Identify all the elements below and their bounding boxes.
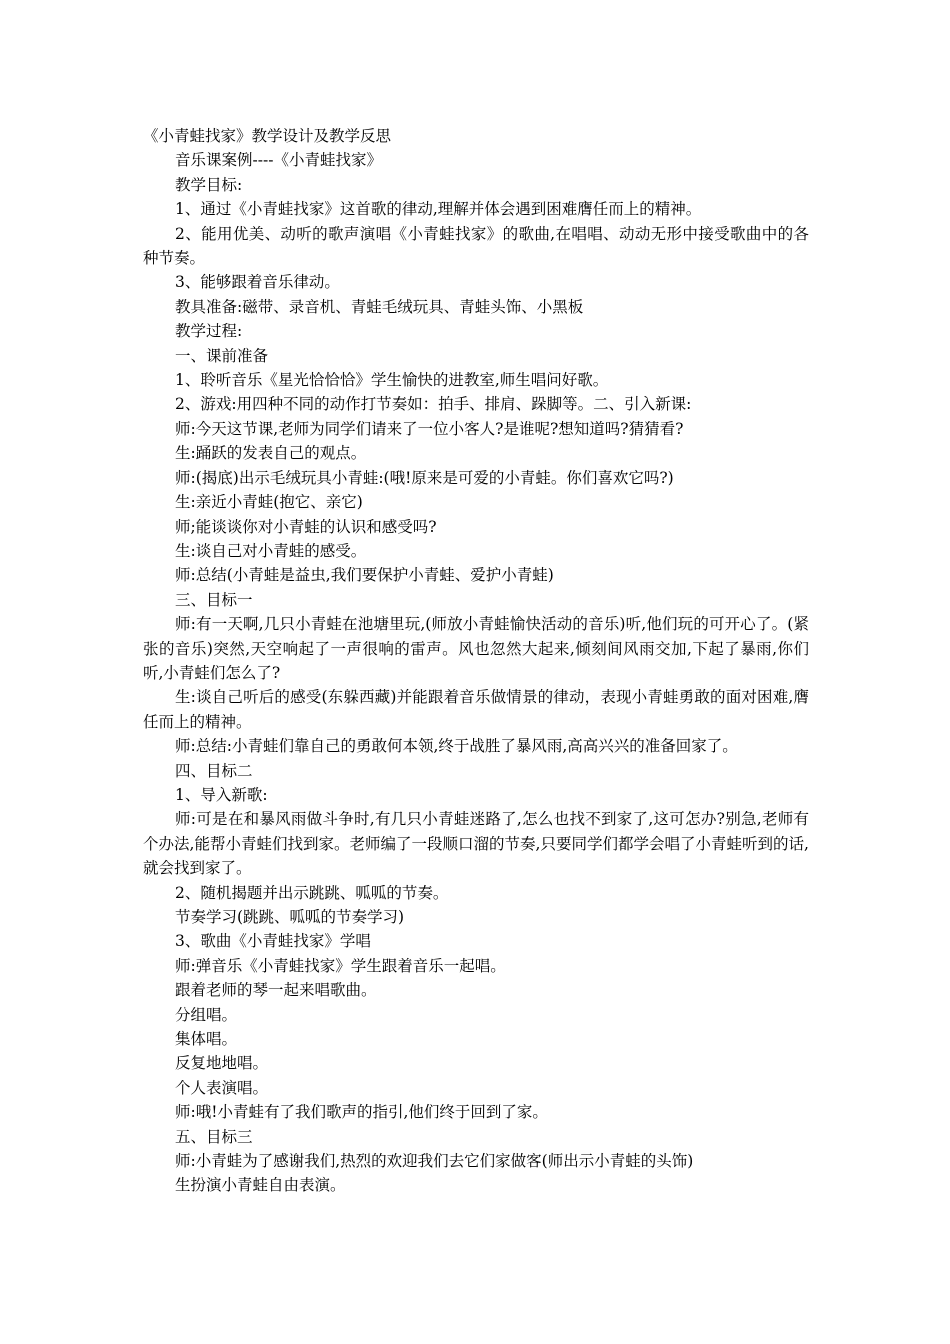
paragraph: 1、通过《小青蛙找家》这首歌的律动,理解并体会遇到困难膺任而上的精神。 (175, 200, 702, 219)
paragraph: 生:亲近小青蛙(抱它、亲它) (175, 493, 363, 512)
paragraph: 反复地地唱。 (175, 1054, 269, 1073)
paragraph: 个人表演唱。 (175, 1078, 269, 1097)
paragraph: 2、游戏:用四种不同的动作打节奏如：拍手、排肩、跺脚等。二、引入新课: (175, 395, 692, 414)
paragraph: 一、课前准备 (175, 346, 269, 365)
paragraph: 1、聆听音乐《星光恰恰恰》学生愉快的进教室,师生唱问好歌。 (175, 371, 609, 390)
paragraph: 音乐课案例----《小青蛙找家》 (175, 151, 382, 170)
paragraph: 教具准备:磁带、录音机、青蛙毛绒玩具、青蛙头饰、小黑板 (175, 297, 584, 316)
paragraph: 生:谈自己对小青蛙的感受。 (175, 541, 367, 560)
paragraph: 四、目标二 (175, 761, 253, 780)
paragraph: 3、能够跟着音乐律动。 (175, 273, 340, 292)
document-title: 《小青蛙找家》教学设计及教学反思 (143, 127, 392, 145)
paragraph: 三、目标一 (175, 590, 253, 609)
paragraph: 师:哦!小青蛙有了我们歌声的指引,他们终于回到了家。 (175, 1103, 548, 1122)
paragraph: 五、目标三 (175, 1127, 253, 1146)
paragraph: 1、导入新歌: (175, 785, 268, 804)
paragraph: 集体唱。 (175, 1030, 238, 1049)
paragraph: 2、能用优美、动听的歌声演唱《小青蛙找家》的歌曲,在唱唱、动动无形中接受歌曲中的各种节奏。 (143, 224, 809, 268)
paragraph: 分组唱。 (175, 1005, 238, 1024)
paragraph: 节奏学习(跳跳、呱呱的节奏学习) (175, 908, 405, 926)
paragraph: 师:总结(小青蛙是益虫,我们要保护小青蛙、爱护小青蛙) (175, 566, 554, 585)
paragraph: 师:弹音乐《小青蛙找家》学生跟着音乐一起唱。 (175, 956, 506, 975)
document-body (143, 124, 809, 1198)
paragraph: 师:小青蛙为了感谢我们,热烈的欢迎我们去它们家做客(师出示小青蛙的头饰) (175, 1152, 694, 1171)
paragraph: 教学过程: (175, 322, 243, 341)
paragraph: 2、随机揭题并出示跳跳、呱呱的节奏。 (175, 883, 449, 902)
paragraph: 生扮演小青蛙自由表演。 (175, 1176, 346, 1195)
paragraph: 生:踊跃的发表自己的观点。 (175, 444, 367, 463)
paragraph: 师:总结:小青蛙们靠自己的勇敢何本领,终于战胜了暴风雨,高高兴兴的准备回家了。 (175, 737, 738, 756)
paragraph: 3、歌曲《小青蛙找家》学唱 (175, 932, 371, 951)
paragraph: 师:可是在和暴风雨做斗争时,有几只小青蛙迷路了,怎么也找不到家了,这可怎办?别急,老师有个办法,能帮小青蛙们找到家。老师编了一段顺口溜的节奏,只要同学们都学会唱了小青蛙听到的话,就会找到家了。 (143, 810, 809, 878)
paragraph: 师:(揭底)出示毛绒玩具小青蛙:(哦!原来是可爱的小青蛙。你们喜欢它吗?) (175, 468, 674, 487)
paragraph: 师:今天这节课,老师为同学们请来了一位小客人?是谁呢?想知道吗?猜猜看? (175, 419, 684, 438)
paragraph: 教学目标: (175, 175, 243, 194)
paragraph: 师;能谈谈你对小青蛙的认识和感受吗? (175, 517, 437, 536)
paragraph: 跟着老师的琴一起来唱歌曲。 (175, 981, 377, 1000)
paragraph: 师:有一天啊,几只小青蛙在池塘里玩,(师放小青蛙愉快活动的音乐)听,他们玩的可开心了。(紧张的音乐)突然,天空响起了一声很响的雷声。风也忽然大起来,倾刻间风雨交加,下起了暴雨,你们听,小青蛙们怎么了? (143, 615, 809, 682)
paragraph: 生:谈自己听后的感受(东躲西藏)并能跟着音乐做情景的律动，表现小青蛙勇敢的面对困难,膺任而上的精神。 (143, 688, 809, 731)
